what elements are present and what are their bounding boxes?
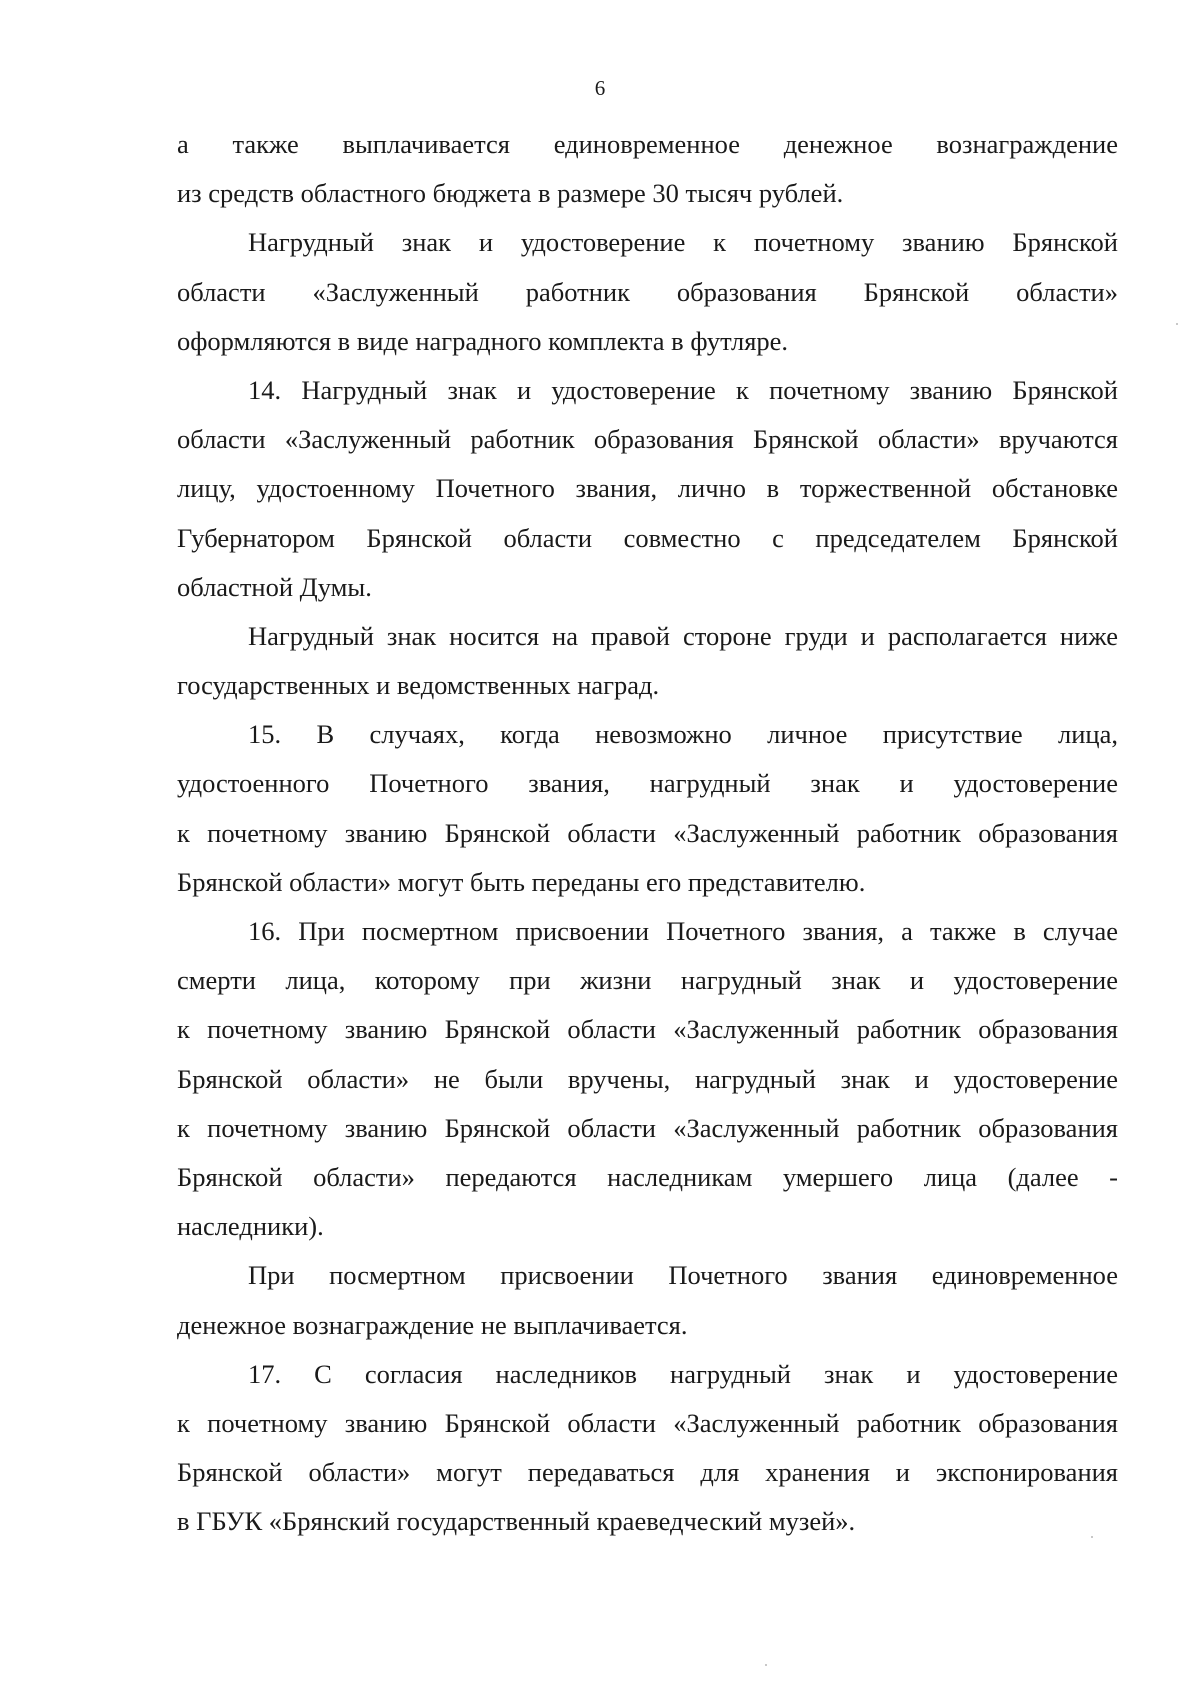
text-line: Нагрудный знак носится на правой стороне груди и располагается ниже [248, 620, 1118, 651]
paragraph-item-15 [177, 710, 1118, 907]
text-line: оформляются в виде наградного комплекта в футляре. [177, 325, 789, 356]
paragraph [177, 612, 1118, 710]
text-line: к почетному званию Брянской области «Заслуженный работник образования [177, 1112, 1118, 1143]
text-line: к почетному званию Брянской области «Заслуженный работник образования [177, 1407, 1118, 1438]
text-line: лицу, удостоенному Почетного звания, лично в торжественной обстановке [177, 473, 1118, 504]
text-line: из средств областного бюджета в размере 30 тысяч рублей. [177, 178, 844, 209]
text-line: государственных и ведомственных наград. [177, 670, 660, 701]
paragraph-item-17 [177, 1350, 1118, 1547]
text-line: 15. В случаях, когда невозможно личное присутствие лица, [248, 719, 1118, 750]
text-line: смерти лица, которому при жизни нагрудный знак и удостоверение [177, 965, 1118, 996]
text-line: а также выплачивается единовременное денежное вознаграждение [177, 129, 1118, 159]
paragraph [177, 218, 1118, 366]
text-line: Брянской области» могут быть переданы его представителю. [177, 866, 866, 897]
document-body [177, 120, 1118, 1546]
text-line: области «Заслуженный работник образования Брянской области» [177, 276, 1118, 307]
text-line: 14. Нагрудный знак и удостоверение к почетному званию Брянской [248, 374, 1118, 405]
text-line: к почетному званию Брянской области «Заслуженный работник образования [177, 817, 1118, 848]
scan-speck [765, 1664, 767, 1666]
text-line: Нагрудный знак и удостоверение к почетному званию Брянской [248, 227, 1118, 258]
text-line: наследники). [177, 1211, 324, 1242]
text-line: области «Заслуженный работник образования Брянской области» вручаются [177, 424, 1118, 455]
paragraph [177, 120, 1118, 218]
page-number: 6 [594, 76, 606, 100]
text-line: Брянской области» не были вручены, нагрудный знак и удостоверение [177, 1063, 1118, 1094]
scan-speck [1091, 1536, 1093, 1538]
text-line: областной Думы. [177, 571, 372, 602]
text-line: в ГБУК «Брянский государственный краеведческий музей». [177, 1506, 856, 1537]
scan-speck [1176, 323, 1178, 325]
text-line: удостоенного Почетного звания, нагрудный знак и удостоверение [177, 768, 1118, 799]
text-line: 17. С согласия наследников нагрудный знак и удостоверение [248, 1358, 1118, 1389]
paragraph [177, 1251, 1118, 1349]
text-line: к почетному званию Брянской области «Заслуженный работник образования [177, 1014, 1118, 1045]
paragraph-item-14 [177, 366, 1118, 612]
paragraph-item-16 [177, 907, 1118, 1251]
text-line: Брянской области» могут передаваться для хранения и экспонирования [177, 1457, 1118, 1488]
text-line: денежное вознаграждение не выплачивается. [177, 1309, 688, 1340]
text-line: При посмертном присвоении Почетного звания единовременное [248, 1260, 1118, 1291]
text-line: 16. При посмертном присвоении Почетного звания, а также в случае [248, 916, 1118, 946]
text-line: Губернатором Брянской области совместно с председателем Брянской [177, 522, 1118, 553]
text-line: Брянской области» передаются наследникам умершего лица (далее - [177, 1161, 1118, 1192]
